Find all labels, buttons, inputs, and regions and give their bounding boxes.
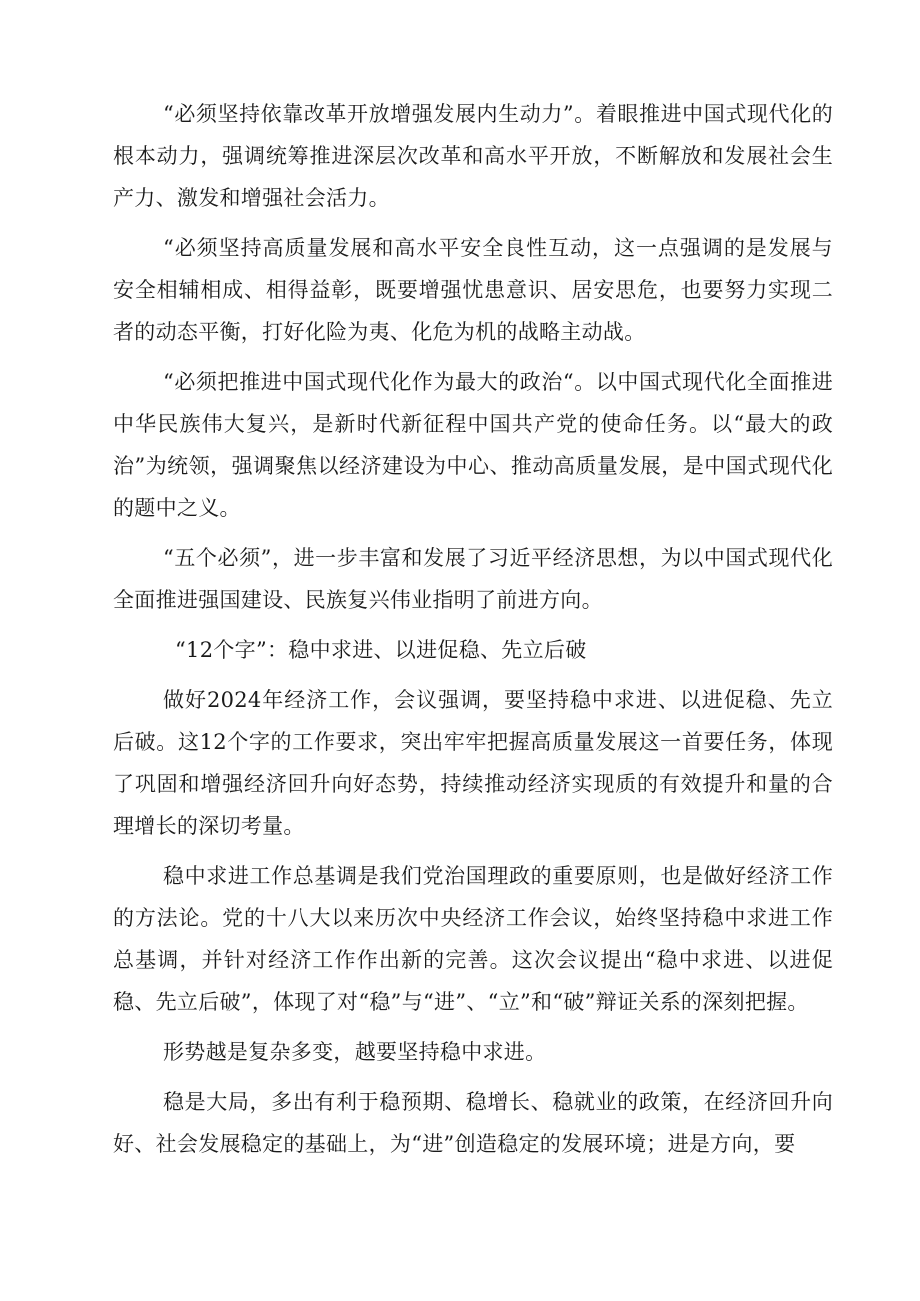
paragraph-general-tone: 稳中求进工作总基调是我们党治国理政的重要原则，也是做好经济工作的方法论。党的十八大以来历次中央经济工作会议，始终坚持稳中求进工作总基调，并针对经济工作作出新的完善。这次会议提出“稳中求进、以进促稳、先立后破”，体现了对“稳”与“进”、“立”和“破”辩证关系的深刻把握。 [113, 864, 833, 1014]
paragraph-complex-situation: 形势越是复杂多变，越要坚持稳中求进。 [163, 1040, 547, 1064]
paragraph-stability-overall: 稳是大局，多出有利于稳预期、稳增长、稳就业的政策，在经济回升向好、社会发展稳定的基础上，为“进”创造稳定的发展环境；进是方向，要 [113, 1090, 833, 1156]
document-body [113, 93, 833, 1165]
paragraph-economic-work-2024: 做好2024年经济工作，会议强调，要坚持稳中求进、以进促稳、先立后破。这12个字的工作要求，突出牢牢把握高质量发展这一首要任务，体现了巩固和增强经济回升向好态势，持续推动经济实现质的有效提升和量的合理增长的深切考量。 [113, 688, 833, 838]
paragraph-development-security: “必须坚持高质量发展和高水平安全良性互动，这一点强调的是发展与安全相辅相成、相得益彰，既要增强忧患意识、居安思危，也要努力实现二者的动态平衡，打好化险为夷、化危为机的战略主动战。 [113, 236, 833, 344]
paragraph-five-musts: “五个必须”，进一步丰富和发展了习近平经济思想，为以中国式现代化全面推进强国建设、民族复兴伟业指明了前进方向。 [113, 546, 833, 612]
paragraph-reform-opening: “必须坚持依靠改革开放增强发展内生动力”。着眼推进中国式现代化的根本动力，强调统筹推进深层次改革和高水平开放，不断解放和发展社会生产力、激发和增强社会活力。 [113, 102, 833, 210]
paragraph-modernization-politics: “必须把推进中国式现代化作为最大的政治“。以中国式现代化全面推进中华民族伟大复兴，是新时代新征程中国共产党的使命任务。以“最大的政治”为统领，强调聚焦以经济建设为中心、推动高质量发展，是中国式现代化的题中之义。 [113, 370, 833, 520]
section-heading-twelve-characters: “12个字”：稳中求进、以进促稳、先立后破 [175, 638, 587, 662]
